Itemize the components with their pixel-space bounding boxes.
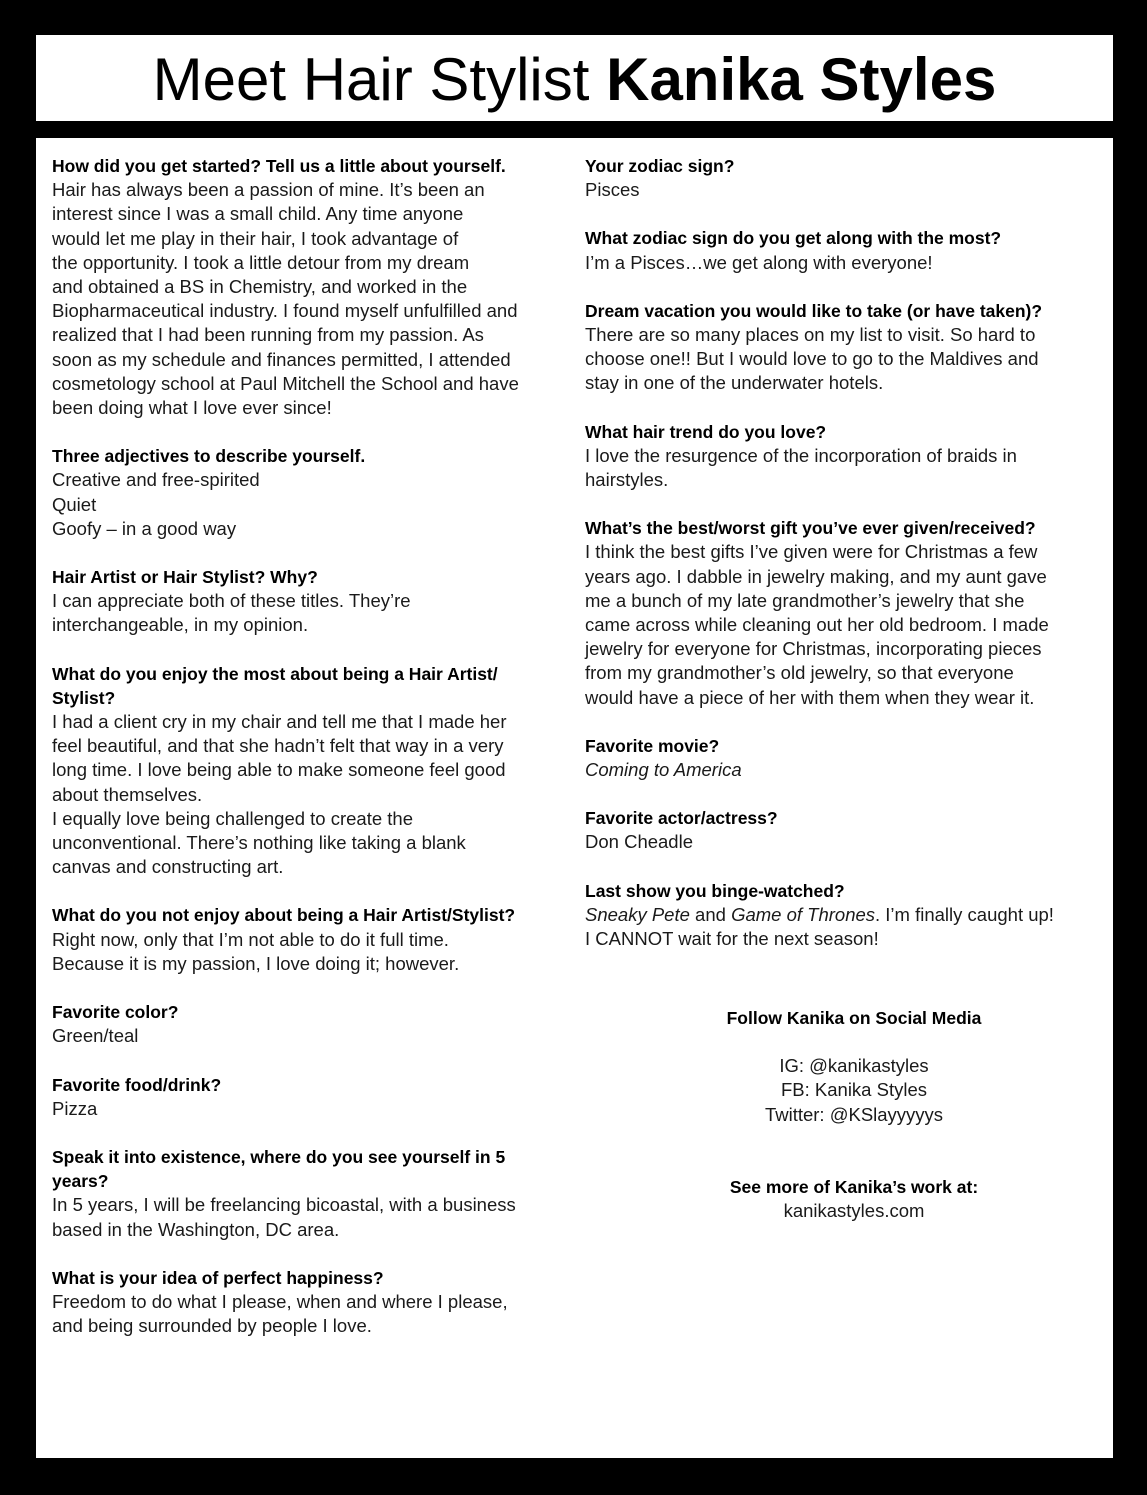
answer-text: . I’m finally caught up! (875, 903, 1054, 925)
right-column (585, 154, 1100, 975)
answer-line: In 5 years, I will be freelancing bicoastal, with a business (52, 1194, 516, 1216)
right-qa-block (585, 420, 1100, 493)
question: Hair Artist or Hair Stylist? Why? (52, 567, 318, 588)
answer-line: interest since I was a small child. Any time anyone (52, 203, 464, 225)
left-qa-block (52, 565, 564, 638)
answer-line: Pizza (52, 1097, 98, 1119)
left-qa-block (52, 1145, 564, 1242)
answer-line: Right now, only that I’m not able to do it full time. (52, 928, 449, 950)
right-qa-block (585, 516, 1100, 710)
instagram-handle: IG: @kanikastyles (779, 1055, 929, 1077)
answer-text: and (689, 903, 732, 925)
twitter-handle: Twitter: @KSlayyyyys (764, 1103, 944, 1125)
answer-line: me a bunch of my late grandmother’s jewelry that she (585, 589, 1025, 611)
website-link[interactable]: kanikastyles.com (783, 1200, 925, 1222)
answer-line: I CANNOT wait for the next season! (585, 928, 879, 950)
right-qa-block (585, 879, 1100, 952)
right-qa-block (585, 154, 1100, 202)
question: Dream vacation you would like to take (or have taken)? (585, 300, 1043, 321)
answer-line: Goofy – in a good way (52, 517, 237, 539)
answer-line: the opportunity. I took a little detour from my dream (52, 251, 470, 273)
answer-line: soon as my schedule and finances permitted, I attended (52, 348, 511, 370)
left-qa-block (52, 903, 564, 976)
answer-line: Quiet (52, 493, 97, 515)
question: Favorite food/drink? (52, 1074, 222, 1095)
question: What’s the best/worst gift you’ve ever given/received? (585, 518, 1036, 539)
content-panel (36, 138, 1113, 1458)
answer-line: jewelry for everyone for Christmas, incorporating pieces (585, 638, 1042, 660)
title-regular: Meet Hair Stylist (152, 46, 590, 113)
answer-line: from my grandmother’s old jewelry, so that everyone (585, 662, 1014, 684)
answer-line: Pisces (585, 179, 640, 201)
answer-line: came across while cleaning out her old bedroom. I made (585, 614, 1049, 636)
answer-italic: Coming to America (585, 759, 742, 781)
right-qa-block (585, 299, 1100, 396)
facebook-handle: FB: Kanika Styles (780, 1079, 927, 1101)
answer-line (585, 758, 1100, 782)
answer-line: feel beautiful, and that she hadn’t felt that way in a very (52, 735, 504, 757)
answer-line: Don Cheadle (585, 831, 693, 853)
answer-line: been doing what I love ever since! (52, 397, 332, 419)
answer-line (585, 903, 1100, 927)
answer-line: Creative and free-spirited (52, 469, 260, 491)
answer-line: I love the resurgence of the incorporation of braids in (585, 444, 1017, 466)
answer-line: Because it is my passion, I love doing it; however. (52, 952, 460, 974)
question: Favorite actor/actress? (585, 808, 778, 829)
answer-line: unconventional. There’s nothing like taking a blank (52, 832, 466, 854)
question: What is your idea of perfect happiness? (52, 1267, 384, 1288)
answer-line: I think the best gifts I’ve given were for Christmas a few (585, 541, 1038, 563)
answer-line: and being surrounded by people I love. (52, 1315, 372, 1337)
answer-line: Biopharmaceutical industry. I found myself unfulfilled and (52, 300, 518, 322)
question: Three adjectives to describe yourself. (52, 446, 366, 467)
answer-line: Hair has always been a passion of mine. It’s been an (52, 179, 485, 201)
answer-line: choose one!! But I would love to go to the Maldives and (585, 348, 1039, 370)
question: Favorite color? (52, 1002, 179, 1023)
answer-line: stay in one of the underwater hotels. (585, 372, 884, 394)
website-heading: See more of Kanika’s work at: (729, 1176, 979, 1197)
question: What hair trend do you love? (585, 421, 827, 442)
answer-line: realized that I had been running from my passion. As (52, 324, 484, 346)
question: Favorite movie? (585, 735, 720, 756)
answer-line: I’m a Pisces…we get along with everyone! (585, 251, 933, 273)
question: Last show you binge-watched? (585, 880, 845, 901)
answer-line: would have a piece of her with them when they wear it. (585, 686, 1035, 708)
left-qa-block (52, 444, 564, 541)
show-title: Sneaky Pete (585, 903, 690, 925)
answer-line: I equally love being challenged to create the (52, 807, 414, 829)
answer-line: years ago. I dabble in jewelry making, and my aunt gave (585, 565, 1047, 587)
answer-line: about themselves. (52, 783, 203, 805)
question-line: Speak it into existence, where do you see yourself in 5 (52, 1146, 506, 1167)
answer-line: hairstyles. (585, 469, 669, 491)
left-qa-block (52, 1073, 564, 1121)
answer-line: and obtained a BS in Chemistry, and worked in the (52, 276, 468, 298)
answer-line: based in the Washington, DC area. (52, 1218, 340, 1240)
answer-line: canvas and constructing art. (52, 856, 284, 878)
title-bold: Kanika Styles (606, 46, 997, 113)
question: What do you not enjoy about being a Hair Artist/Stylist? (52, 905, 516, 926)
answer-line: would let me play in their hair, I took advantage of (52, 227, 459, 249)
show-title: Game of Thrones (731, 903, 876, 925)
left-qa-block (52, 1266, 564, 1339)
answer-line: Green/teal (52, 1025, 139, 1047)
title-bar (36, 35, 1113, 121)
question-line: What do you enjoy the most about being a Hair Artist/ (52, 663, 498, 684)
right-qa-block (585, 226, 1100, 274)
answer-line: I had a client cry in my chair and tell me that I made her (52, 711, 507, 733)
answer-line: Freedom to do what I please, when and where I please, (52, 1290, 508, 1312)
question: How did you get started? Tell us a little about yourself. (52, 156, 506, 176)
page-title (36, 35, 1113, 115)
answer-line: I can appreciate both of these titles. They’re (52, 590, 411, 612)
right-qa-block (585, 806, 1100, 854)
left-qa-block (52, 154, 564, 420)
answer-line: interchangeable, in my opinion. (52, 614, 309, 636)
answer-line: cosmetology school at Paul Mitchell the School and have (52, 372, 519, 394)
left-column (52, 154, 564, 1362)
left-qa-block (52, 662, 564, 880)
question-line: years? (52, 1171, 109, 1192)
right-qa-block (585, 734, 1100, 782)
question-line: Stylist? (52, 687, 116, 708)
left-qa-block (52, 1000, 564, 1048)
social-media-block (620, 1006, 1088, 1223)
social-heading: Follow Kanika on Social Media (726, 1008, 982, 1028)
answer-line: There are so many places on my list to visit. So hard to (585, 324, 1036, 346)
question: What zodiac sign do you get along with the most? (585, 228, 1002, 249)
question: Your zodiac sign? (585, 156, 735, 176)
answer-line: long time. I love being able to make someone feel good (52, 759, 506, 781)
